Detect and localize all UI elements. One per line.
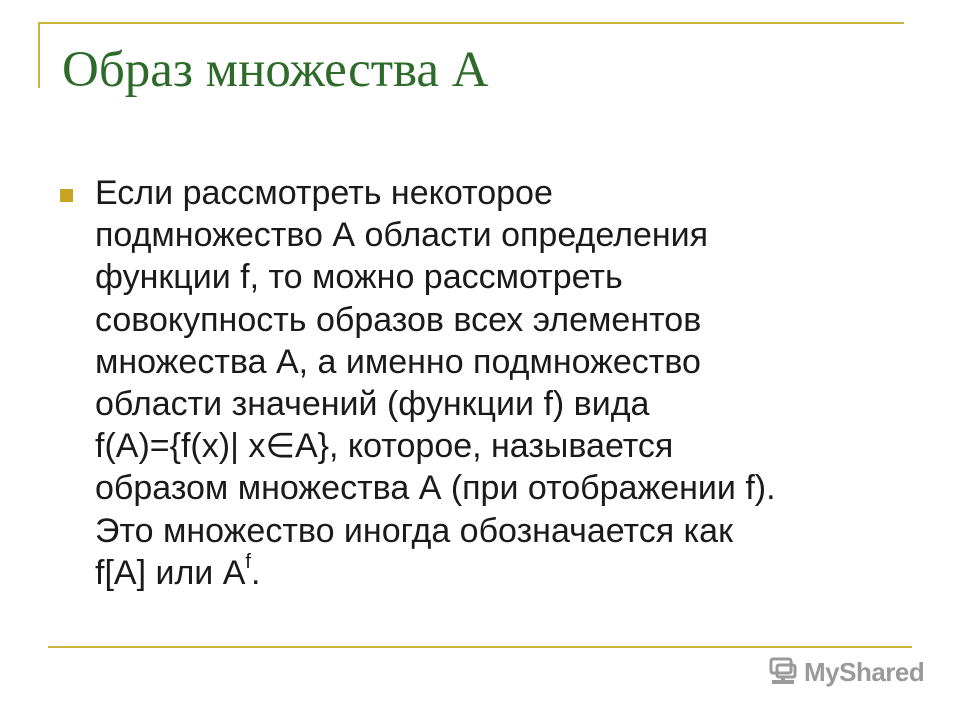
bullet-square-icon bbox=[60, 189, 73, 202]
slide-title: Образ множества А bbox=[62, 42, 489, 98]
bullet-line: образом множества А (при отображении f). bbox=[95, 469, 776, 508]
bottom-divider bbox=[48, 646, 912, 648]
myshared-logo-icon bbox=[768, 656, 798, 688]
bullet-line: функции f, то можно рассмотреть bbox=[95, 258, 623, 297]
bullet-line: Это множество иногда обозначается как bbox=[95, 511, 733, 550]
bullet-line: области значений (функции f) вида bbox=[95, 385, 650, 424]
bullet-line: f(A)={f(x)| x∈A}, которое, называется bbox=[95, 427, 674, 466]
bullet-line: множества А, а именно подмножество bbox=[95, 342, 701, 381]
bullet-text bbox=[95, 172, 915, 594]
bullet-line: подмножество А области определения bbox=[95, 216, 709, 255]
last-line-suffix: . bbox=[250, 553, 261, 592]
watermark-text: MyShared bbox=[804, 656, 925, 687]
bullet-line: Если рассмотреть некоторое bbox=[95, 174, 553, 212]
top-divider bbox=[38, 22, 904, 24]
watermark bbox=[768, 656, 924, 688]
bullet-last-line bbox=[95, 552, 915, 594]
left-divider bbox=[38, 22, 40, 88]
superscript-f: f bbox=[245, 550, 251, 573]
bullet-line: совокупность образов всех элементов bbox=[95, 300, 702, 339]
last-line-prefix: f[A] или A bbox=[95, 553, 246, 592]
